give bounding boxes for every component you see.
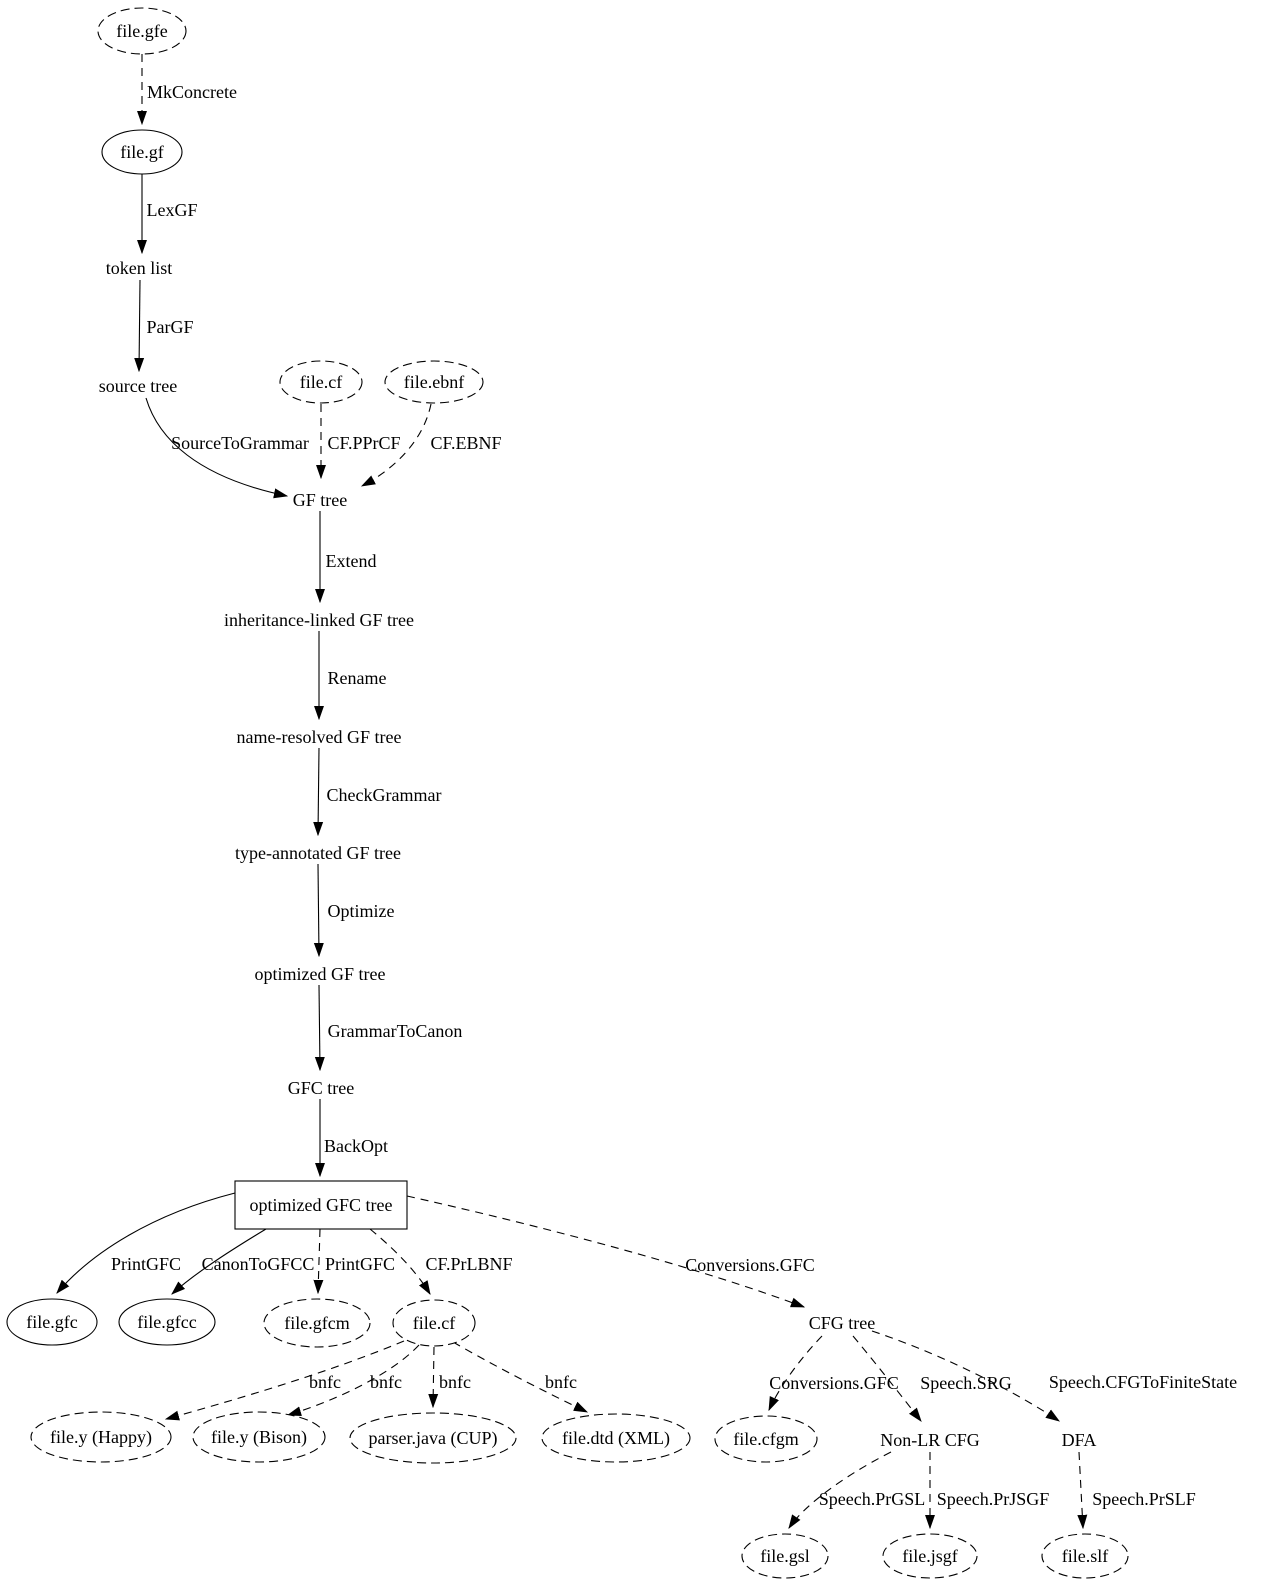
- inheritance-linked-gf-tree-label: inheritance-linked GF tree: [224, 610, 414, 630]
- file-y-happy-label: file.y (Happy): [50, 1427, 152, 1447]
- extend-edge-label: Extend: [325, 551, 377, 571]
- grammartocanon-edge: [319, 985, 320, 1070]
- conversions-gfc-1-edge-label: Conversions.GFC: [685, 1255, 815, 1275]
- rename-edge-label: Rename: [327, 668, 387, 688]
- file-y-bison-label: file.y (Bison): [211, 1427, 307, 1447]
- printgfc-2-edge: [318, 1229, 320, 1293]
- canontogfcc-edge-label: CanonToGFCC: [201, 1254, 315, 1274]
- printgfc-2-edge-label: PrintGFC: [324, 1254, 396, 1274]
- file-gfe-label: file.gfe: [116, 21, 168, 41]
- speech-prslf-edge-label: Speech.PrSLF: [1092, 1489, 1196, 1509]
- source-tree-label: source tree: [98, 376, 178, 396]
- file-gfcc-label: file.gfcc: [137, 1312, 197, 1332]
- non-lr-cfg-label: Non-LR CFG: [880, 1430, 980, 1450]
- mkconcrete-edge-label: MkConcrete: [147, 82, 237, 102]
- speech-prgsl-edge-label: Speech.PrGSL: [818, 1489, 926, 1509]
- bnfc-3-edge-label: bnfc: [439, 1372, 471, 1392]
- file-slf-label: file.slf: [1061, 1546, 1109, 1566]
- conversions-gfc-1-edge: [407, 1196, 804, 1307]
- pargf-edge-label: ParGF: [146, 317, 194, 337]
- file-gf-label: file.gf: [120, 142, 164, 162]
- lexgf-edge-label: LexGF: [146, 200, 198, 220]
- checkgrammar-edge-label: CheckGrammar: [326, 785, 442, 805]
- file-dtd-xml-label: file.dtd (XML): [562, 1428, 670, 1448]
- conversions-gfc-2-edge-label: Conversions.GFC: [769, 1373, 899, 1393]
- file-ebnf-label: file.ebnf: [403, 372, 465, 392]
- optimized-gfc-tree-label: optimized GFC tree: [249, 1195, 393, 1215]
- cf-prlbnf-edge-label: CF.PrLBNF: [425, 1254, 513, 1274]
- bnfc-4-edge-label: bnfc: [545, 1372, 577, 1392]
- file-gfc-label: file.gfc: [26, 1312, 78, 1332]
- file-gsl-label: file.gsl: [760, 1546, 810, 1566]
- file-gfcm-label: file.gfcm: [284, 1313, 350, 1333]
- bnfc-2-edge-label: bnfc: [370, 1372, 402, 1392]
- gf-tree-label: GF tree: [292, 490, 348, 510]
- parser-java-cup-label: parser.java (CUP): [368, 1428, 498, 1448]
- backopt-edge-label: BackOpt: [324, 1136, 388, 1156]
- sourcetogrammar-edge-label: SourceToGrammar: [171, 433, 309, 453]
- cfg-tree-label: CFG tree: [808, 1313, 876, 1333]
- nodes-layer: [7, 8, 1128, 1578]
- optimize-edge-label: Optimize: [327, 901, 395, 921]
- bnfc-1-edge: [166, 1341, 404, 1419]
- optimize-edge: [318, 864, 319, 956]
- file-cfgm-label: file.cfgm: [733, 1429, 799, 1449]
- grammartocanon-edge-label: GrammarToCanon: [327, 1021, 463, 1041]
- dfa-label: DFA: [1061, 1430, 1097, 1450]
- printgfc-1-edge: [57, 1193, 235, 1293]
- speech-prslf-edge: [1079, 1452, 1083, 1528]
- type-annotated-gf-tree-label: type-annotated GF tree: [235, 843, 401, 863]
- speech-prjsgf-edge-label: Speech.PrJSGF: [936, 1489, 1050, 1509]
- bnfc-3-edge: [433, 1347, 434, 1407]
- file-cf-bottom-label: file.cf: [412, 1313, 456, 1333]
- edges-layer: [57, 54, 1083, 1528]
- gfc-tree-label: GFC tree: [287, 1078, 355, 1098]
- bnfc-1-edge-label: bnfc: [309, 1372, 341, 1392]
- pargf-edge: [139, 280, 140, 371]
- name-resolved-gf-tree-label: name-resolved GF tree: [236, 727, 402, 747]
- cf-pprcf-edge-label: CF.PPrCF: [327, 433, 401, 453]
- checkgrammar-edge: [318, 748, 319, 835]
- token-list-label: token list: [105, 258, 173, 278]
- file-cf-top-label: file.cf: [299, 372, 343, 392]
- speech-cfgtofinitestate-edge-label: Speech.CFGToFiniteState: [1048, 1372, 1238, 1392]
- printgfc-1-edge-label: PrintGFC: [110, 1254, 182, 1274]
- optimized-gf-tree-label: optimized GF tree: [254, 964, 386, 984]
- speech-srg-edge-label: Speech.SRG: [920, 1373, 1012, 1393]
- file-jsgf-label: file.jsgf: [902, 1546, 958, 1566]
- cf-ebnf-edge-label: CF.EBNF: [430, 433, 502, 453]
